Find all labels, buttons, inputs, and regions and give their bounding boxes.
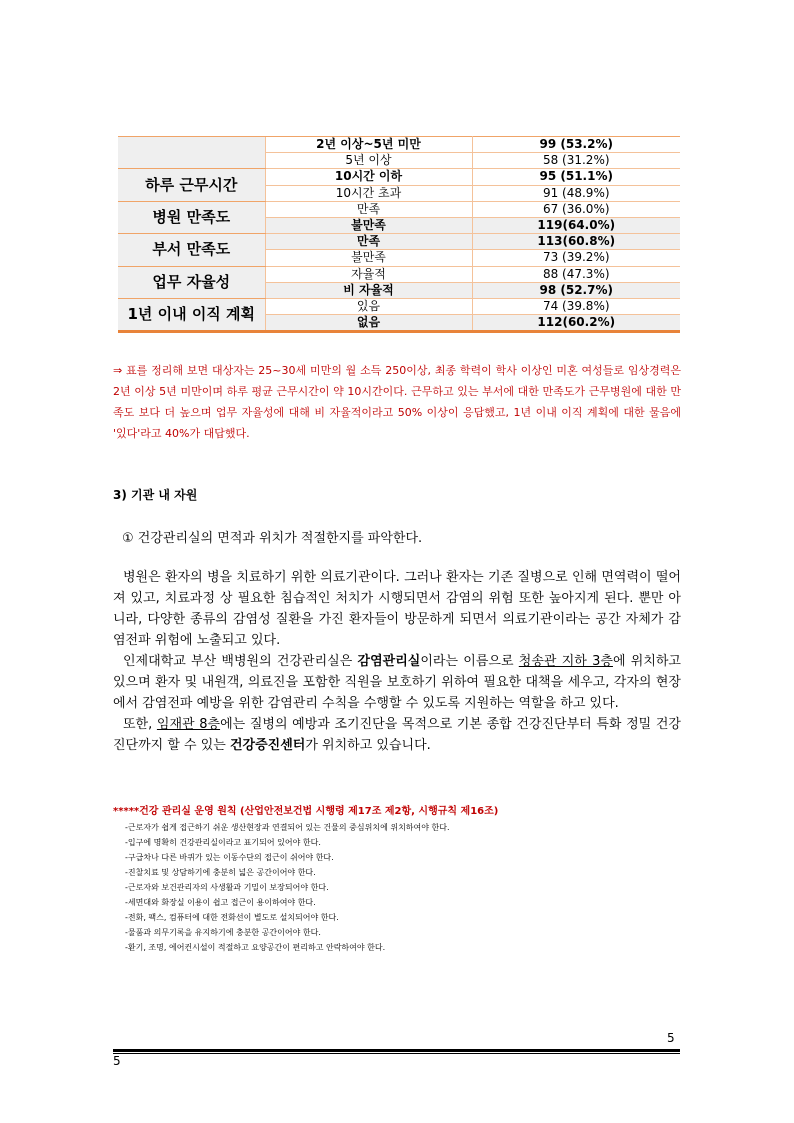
value-cell: 91 (48.9%): [472, 185, 680, 201]
list-item: -환기, 조명, 에어컨시설이 적절하고 요양공간이 편리하고 안락하여야 한다.: [125, 943, 386, 952]
category-cell: 1년 이내 이직 계획: [118, 298, 265, 331]
value-cell: 119(64.0%): [472, 217, 680, 233]
subcategory-cell: 5년 이상: [265, 153, 472, 169]
subcategory-cell: 불만족: [265, 250, 472, 266]
underlined-text: 청송관 지하 3층: [518, 654, 613, 669]
list-item: -근로자가 쉽게 접근하기 쉬운 생산현장과 연결되어 있는 건물의 중심위치에 위치하여야 한다.: [125, 823, 450, 832]
category-cell: 업무 자율성: [118, 266, 265, 298]
text-span: 또한,: [123, 717, 157, 732]
paragraph: [113, 714, 681, 756]
operating-principles: [113, 804, 681, 955]
list-item: -진찰치료 및 상담하기에 충분히 넓은 공간이어야 한다.: [125, 868, 316, 877]
text-span: 가 위치하고 있습니다.: [305, 738, 431, 753]
text-span: 에 위치하고 있으며 환자 및 내원객, 의료진을 포함한 직원을 보호하기 위하여 필요한 대책을 세우고, 각자의 현장에서 감염전파 예방을 위한 감염관리 수칙을 수행할 수 있도록 지원하는 역할을 하고 있다.: [113, 654, 681, 711]
paragraph: 병원은 환자의 병을 치료하기 위한 의료기관이다. 그러나 환자는 기존 질병으로 인해 면역력이 떨어져 있고, 치료과정 상 필요한 침습적인 처치가 시행되면서 감염의 위험 또한 높아지게 된다. 뿐만 아니라, 다양한 종류의 감염성 질환을 가진 환자들이 방문하게 되면서 의료기관이라는 공간 자체가 감염전파 위험에 노출되고 있다.: [113, 570, 681, 648]
paragraph: [113, 651, 681, 714]
survey-results-table: [118, 136, 680, 333]
category-cell: 하루 근무시간: [118, 169, 265, 201]
footer-divider-thin: [113, 1053, 680, 1054]
list-item: -구급차나 다른 바퀴가 있는 이동수단의 접근이 쉬어야 한다.: [125, 853, 334, 862]
principles-list: [113, 820, 681, 955]
body-text: [113, 567, 681, 756]
subcategory-cell: 10시간 초과: [265, 185, 472, 201]
value-cell: 67 (36.0%): [472, 201, 680, 217]
footer-divider: [113, 1049, 680, 1052]
text-span: 이라는 이름으로: [420, 654, 519, 669]
principles-title: *****건강 관리실 운영 원칙 (산업안전보건법 시행령 제17조 제2항, 시행규칙 제16조): [113, 806, 499, 817]
list-item: -근로자와 보건관리자의 사생활과 기밀이 보장되어야 한다.: [125, 883, 329, 892]
underlined-text: 임재관 8층: [156, 717, 221, 732]
subcategory-cell: 없음: [265, 315, 472, 332]
category-cell-blank: [118, 137, 265, 169]
value-cell: 74 (39.8%): [472, 298, 680, 314]
bold-text: 감염관리실: [357, 654, 421, 669]
footer-page-number: 5: [113, 1054, 121, 1068]
section-heading: 3) 기관 내 자원: [113, 488, 198, 502]
page-number: 5: [667, 1031, 675, 1045]
value-cell: 99 (53.2%): [472, 137, 680, 153]
subcategory-cell: 비 자율적: [265, 282, 472, 298]
value-cell: 88 (47.3%): [472, 266, 680, 282]
subcategory-cell: 불만족: [265, 217, 472, 233]
category-cell: 병원 만족도: [118, 201, 265, 233]
subcategory-cell: 10시간 이하: [265, 169, 472, 185]
subcategory-cell: 만족: [265, 201, 472, 217]
value-cell: 112(60.2%): [472, 315, 680, 332]
subcategory-cell: 있음: [265, 298, 472, 314]
table-summary: ⇒ 표를 정리해 보면 대상자는 25~30세 미만의 월 소득 250이상, 최종 학력이 학사 이상인 미혼 여성들로 임상경력은 2년 이상 5년 미만이며 하루 평균 근무시간이 약 10시간이다. 근무하고 있는 부서에 대한 만족도가 근무병원에 대한 만족도 보다 더 높으며 업무 자율성에 대해 비 자율적이라고 50% 이상이 응답했고, 1년 이내 이직 계획에 대한 물음에 '있다'라고 40%가 대답했다.: [113, 364, 681, 440]
value-cell: 58 (31.2%): [472, 153, 680, 169]
bold-text: 건강증진센터: [230, 738, 306, 753]
text-span: 인제대학교 부산 백병원의 건강관리실은: [123, 654, 358, 669]
text-span: 에는 질병의 예방과 조기진단을 목적으로 기본 종합 건강진단부터 특화 정밀 건강진단까지 할 수 있는: [113, 717, 681, 753]
category-cell: 부서 만족도: [118, 234, 265, 266]
subcategory-cell: 2년 이상~5년 미만: [265, 137, 472, 153]
value-cell: 113(60.8%): [472, 234, 680, 250]
value-cell: 73 (39.2%): [472, 250, 680, 266]
subcategory-cell: 만족: [265, 234, 472, 250]
value-cell: 95 (51.1%): [472, 169, 680, 185]
list-item: -세면대와 화장실 이용이 쉽고 접근이 용이하여야 한다.: [125, 898, 316, 907]
list-item: -전화, 팩스, 컴퓨터에 대한 전화선이 별도로 설치되어야 한다.: [125, 913, 339, 922]
list-item: -입구에 명확히 건강관리실이라고 표기되어 있어야 한다.: [125, 838, 321, 847]
section-subheading: ① 건강관리실의 면적과 위치가 적절한지를 파악한다.: [122, 531, 423, 546]
list-item: -물품과 의무기록을 유지하기에 충분한 공간이어야 한다.: [125, 928, 321, 937]
value-cell: 98 (52.7%): [472, 282, 680, 298]
subcategory-cell: 자율적: [265, 266, 472, 282]
